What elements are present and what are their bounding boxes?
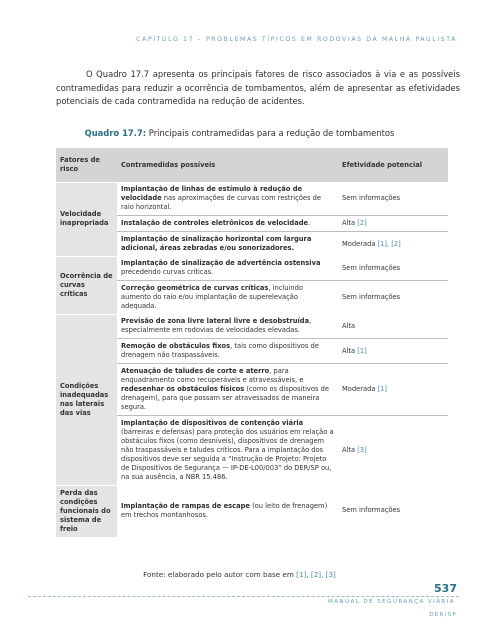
intro-text: O Quadro 17.7 apresenta os principais fatores de risco associados à via e as possíveis contramedidas para reduzir a ocorrência de tombamentos, além de apresentar as efetividades potenciais de cada contramedida na redução de acidentes. (56, 69, 460, 107)
countermeasure-cell: Correção geométrica de curvas críticas, incluindo aumento do raio e/ou implantação de superelevação adequada. (117, 281, 338, 315)
effectiveness-cell: Alta (342, 321, 356, 330)
effectiveness-cell: Alta [1] (338, 339, 448, 364)
caption-text: Principais contramedidas para a redução de tombamentos (146, 128, 395, 138)
effectiveness-cell: Sem informações (338, 281, 448, 315)
table-header-row (56, 148, 448, 182)
table-row (56, 314, 448, 339)
countermeasure-cell: Implantação de sinalização de advertência ostensiva precedendo curvas críticas. (121, 259, 321, 276)
countermeasure-cell: Atenuação de taludes de corte e aterro, para enquadramento como recuperáveis e atravessáveis, e redesenhar os obstáculos físicos (como os dispositivos de drenagem), para que possam ser atravessados de maneira segura. (117, 364, 338, 416)
countermeasure-cell: Implantação de linhas de estímulo à redução de velocidade nas aproximações de curvas com restrições de raio horizontal. (121, 185, 322, 211)
countermeasure-cell: Previsão de zona livre lateral livre e desobstruída, especialmente em rodovias de velocidades elevadas. (121, 317, 312, 334)
table-row (56, 182, 448, 216)
effectiveness-cell: Moderada [1], [2] (338, 232, 448, 257)
risk-factor-cell: Ocorrência de curvas críticas (56, 256, 117, 314)
header-effectiveness: Efetividade potencial (338, 148, 448, 182)
countermeasure-cell: Implantação de dispositivos de contenção viária (barreiras e defensas) para proteção dos usuários em relação a obstáculos fixos (como desníveis), dispositivos de drenagem não traspassáveis e taludes críticos. Para a implantação dos dispositivos deve ser seguida a “Instrução de Projeto: Projeto de Dispositivos de Segurança — IP-DE-L00/003” do DER/SP ou, na sua ausência, a NBR 15.486. (117, 416, 338, 486)
risk-factor-cell: Condições inadequadas nas laterais das vias (56, 314, 117, 485)
chapter-header: CAPÍTULO 17 – PROBLEMAS TÍPICOS EM RODOVIAS DA MALHA PAULISTA (136, 36, 457, 43)
table-source (0, 570, 479, 579)
countermeasures-table (56, 148, 448, 537)
effectiveness-cell: Moderada [1] (338, 364, 448, 416)
page-number: 537 (434, 582, 457, 595)
countermeasure-cell: Implantação de sinalização horizontal com largura adicional, áreas zebradas e/ou sonorizadores. (117, 232, 338, 257)
effectiveness-cell: Alta [3] (338, 416, 448, 486)
footer-organization: DER/SP (429, 612, 457, 618)
header-risk-factors: Fatores de risco (56, 148, 117, 182)
risk-factor-cell: Velocidade inapropriada (56, 182, 117, 256)
footer-manual-title: MANUAL DE SEGURANÇA VIÁRIA (327, 599, 455, 605)
table-row (56, 485, 448, 537)
source-references: [1], [2], [3] (296, 570, 336, 579)
caption-label: Quadro 17.7: (84, 128, 147, 138)
footer-divider (28, 596, 459, 597)
header-countermeasures: Contramedidas possíveis (117, 148, 338, 182)
table-caption (0, 128, 479, 138)
table-row (56, 256, 448, 281)
effectiveness-cell: Alta [2] (338, 216, 448, 232)
countermeasure-cell: Instalação de controles eletrônicos de velocidade. (117, 216, 338, 232)
effectiveness-cell: Sem informações (342, 506, 401, 515)
source-text: Fonte: elaborado pelo autor com base em (143, 570, 297, 579)
countermeasure-cell: Remoção de obstáculos fixos, tais como dispositivos de drenagem não traspassáveis. (117, 339, 338, 364)
effectiveness-cell: Sem informações (342, 263, 401, 272)
intro-paragraph (56, 68, 460, 109)
effectiveness-cell: Sem informações (342, 194, 401, 202)
countermeasure-cell: Implantação de rampas de escape (ou leito de frenagem) em trechos montanhosos. (121, 501, 328, 519)
risk-factor-cell: Perda das condições funcionais do sistema de freio (56, 485, 117, 537)
